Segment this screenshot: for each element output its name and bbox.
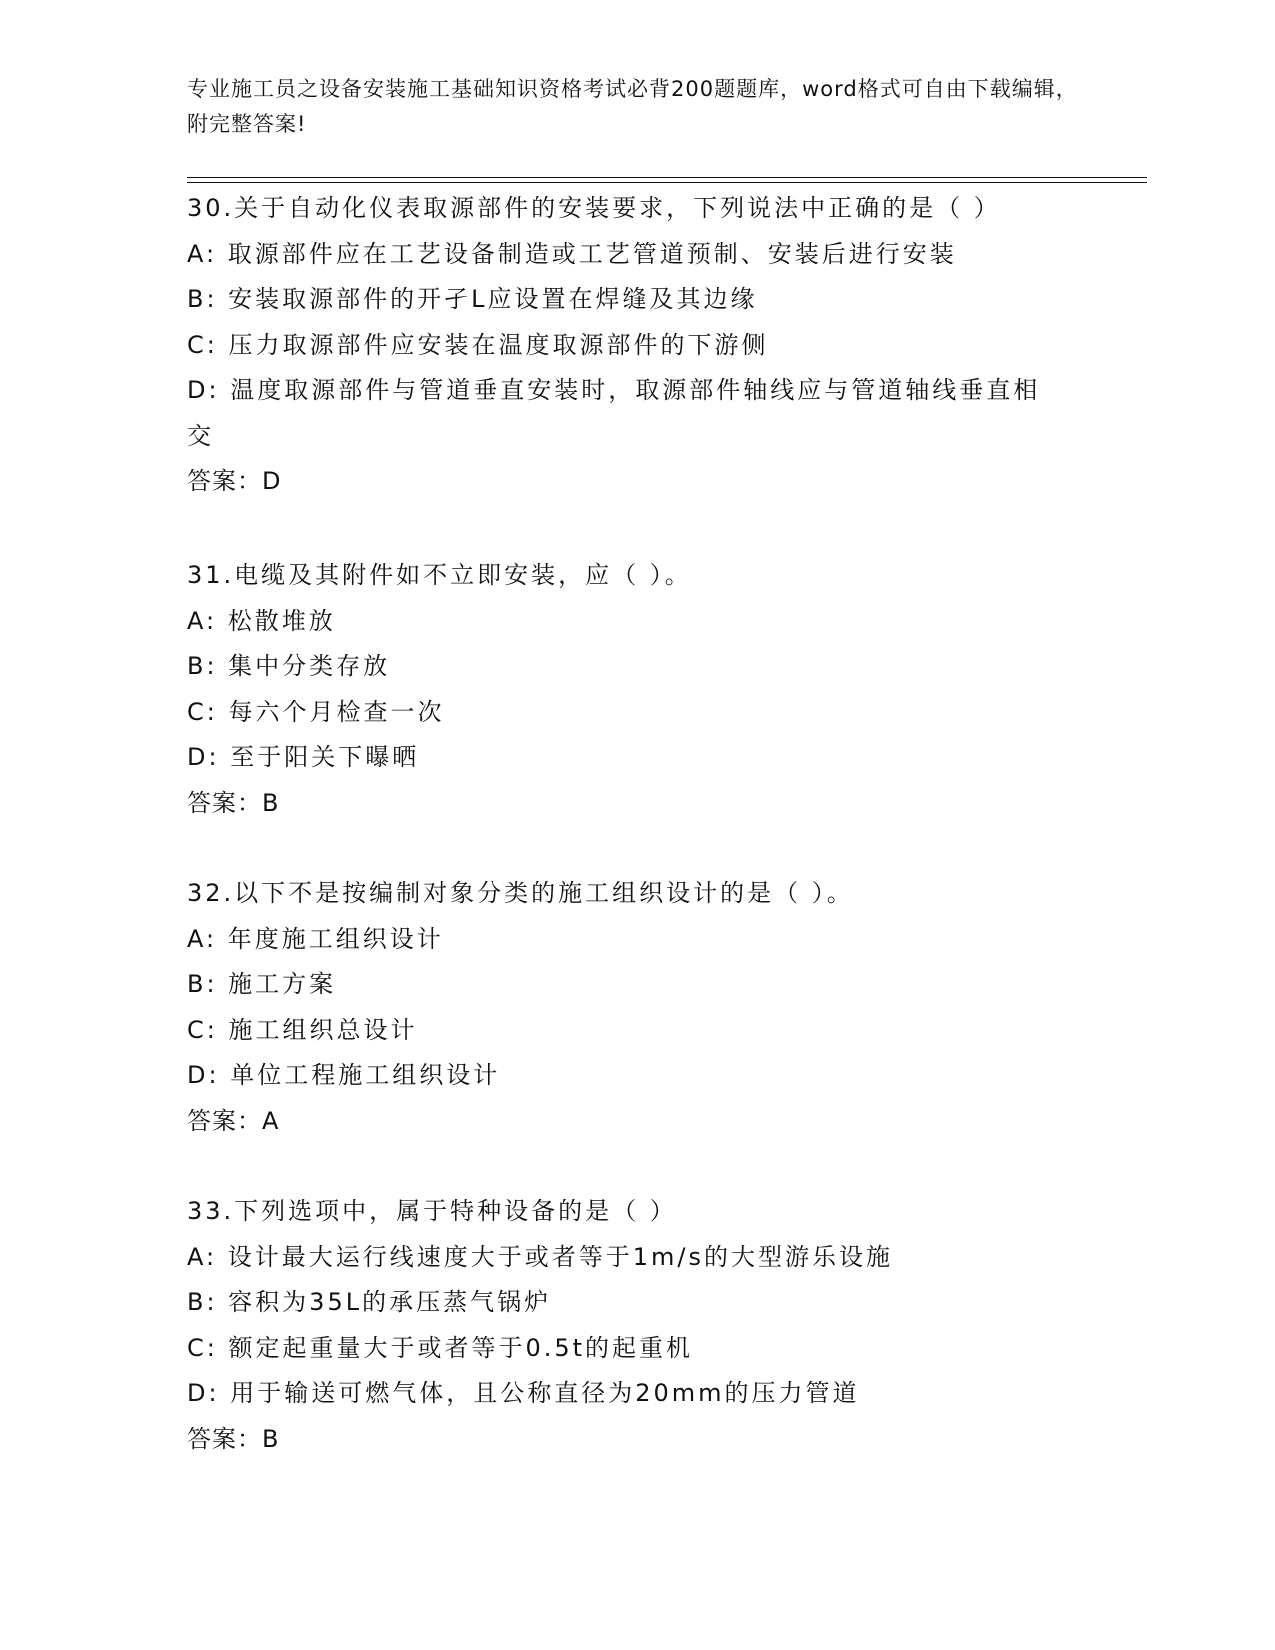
option-c: C: 施工组织总设计 [187,1015,418,1044]
question-31 [187,553,1087,826]
document-header: 专业施工员之设备安装施工基础知识资格考试必背200题题库，word格式可自由下载编辑，附完整答案! [187,77,1078,136]
option-a: A: 取源部件应在工艺设备制造或工艺管道预制、安装后进行安装 [187,239,957,268]
option-a: A: 松散堆放 [187,606,336,635]
option-c: C: 每六个月检查一次 [187,697,445,726]
option-a: A: 年度施工组织设计 [187,924,444,953]
question-32 [187,871,1087,1144]
option-b: B: 安装取源部件的开孑L应设置在焊缝及其边缘 [187,285,758,313]
option-b: B: 集中分类存放 [187,652,391,680]
option-b: B: 容积为35L的承压蒸气锅炉 [187,1288,552,1316]
question-30 [187,186,1087,505]
question-stem: 30.关于自动化仪表取源部件的安装要求，下列说法中正确的是（ ） [187,194,1001,222]
answer: 答案：B [187,788,280,817]
question-stem: 33.下列选项中，属于特种设备的是（ ） [187,1197,677,1225]
header-divider-top [187,177,1147,178]
option-c: C: 额定起重量大于或者等于0.5t的起重机 [187,1333,694,1362]
option-c: C: 压力取源部件应安装在温度取源部件的下游侧 [187,330,769,359]
option-d: D: 单位工程施工组织设计 [187,1061,501,1089]
option-b: B: 施工方案 [187,970,337,998]
question-stem: 32.以下不是按编制对象分类的施工组织设计的是（ ）。 [187,879,854,907]
option-d: D: 至于阳关下曝晒 [187,743,420,771]
question-stem: 31.电缆及其附件如不立即安装，应（ ）。 [187,561,692,589]
option-a: A: 设计最大运行线速度大于或者等于1m/s的大型游乐设施 [187,1242,893,1271]
header-divider-bottom [187,182,1147,183]
option-d: D: 用于输送可燃气体，且公称直径为20mm的压力管道 [187,1379,860,1407]
answer: 答案：B [187,1424,280,1453]
question-33 [187,1189,1087,1462]
option-d: D: 温度取源部件与管道垂直安装时，取源部件轴线应与管道轴线垂直相交 [187,376,1041,450]
answer: 答案：A [187,1106,280,1135]
answer: 答案：D [187,467,282,495]
